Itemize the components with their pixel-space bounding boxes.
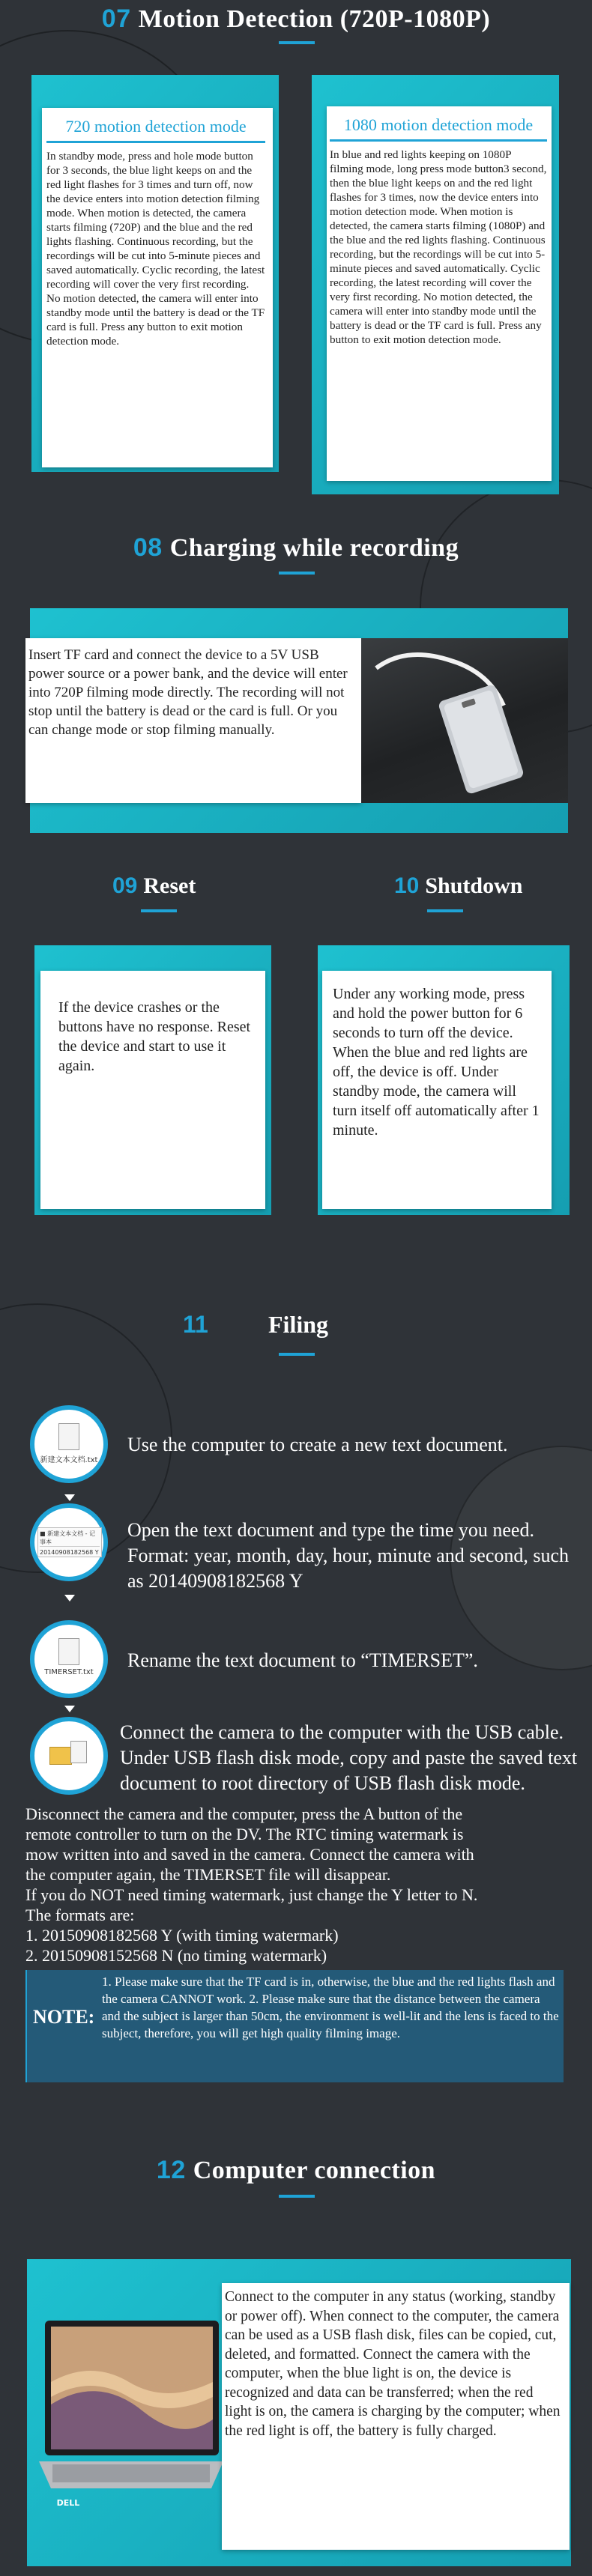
laptop-photo [39,2315,223,2539]
card-720-heading: 720 motion detection mode [46,117,265,143]
step-icon-edit-document [30,1503,108,1581]
title-underline [279,2195,315,2198]
step-1-text: Use the computer to create a new text document. [127,1434,508,1455]
section-number: 12 [156,2156,186,2184]
title-underline [141,909,177,912]
shutdown-text: Under any working mode, press and hold the power button for 6 seconds to turn off the device. When the blue and red lights are off, the device is off. Under standby mode, the camera will turn itself off automatically after 1 minute. [333,986,540,1139]
folder-icon [49,1747,72,1765]
section-title-computer-connection: 12 Computer connection [156,2156,436,2184]
card-charging [25,638,361,803]
section-number: 08 [133,533,163,562]
step-icon-new-document: 新建文本文档.txt [30,1405,108,1483]
watermark-line: The formats are: [25,1906,135,1924]
section-title-charging: 08 Charging while recording [133,533,459,562]
arrow-down-icon [64,1595,75,1601]
card-shutdown [322,971,552,1209]
arrow-down-icon [64,1494,75,1501]
watermark-line: mow written into and saved in the camera. Connect the camera with [25,1845,474,1864]
section-number: 07 [101,4,131,33]
section-title-shutdown: 10 Shutdown [394,873,523,898]
power-bank-photo [361,638,568,803]
watermark-line: 2. 20150908152568 N (no timing watermark) [25,1946,327,1965]
step-2-text: Open the text document and type the time you need. Format: year, month, day, hour, minute and second, such as 20140908182568 Y [127,1519,570,1592]
card-computer-connection [222,2283,570,2550]
charging-text: Insert TF card and connect the device to a 5V USB power source or a power bank, and the device will enter into 720P filming mode directly. The recording will not stop until the battery is dead or the card is full. Or you can change mode or stop filming manually. [28,647,348,738]
watermark-instructions [25,1804,580,1966]
title-underline [279,41,315,44]
arrow-down-icon [64,1706,75,1712]
card-reset [40,971,265,1209]
title-underline [279,1353,315,1356]
card-1080-heading: 1080 motion detection mode [330,115,547,142]
watermark-line: the computer again, the TIMERSET file will disappear. [25,1865,391,1884]
note-text: 1. Please make sure that the TF card is in, otherwise, the blue and the red lights flash and the camera CANNOT work. 2. Please make sure that the distance between the camera and the subject is larger than 50cm, the environment is well-lit and the lens is faced to the subject, therefore, you will get high quality filming image. [102,1975,559,2040]
step-icon-rename-document: TIMERSET.txt [30,1620,108,1698]
section-number: 10 [394,873,420,898]
title-underline [279,572,315,575]
section-title-reset: 09 Reset [112,873,196,898]
watermark-line: If you do NOT need timing watermark, just change the Y letter to N. [25,1885,478,1904]
text-file-icon [58,1423,79,1450]
step-4-text: Connect the camera to the computer with the USB cable. Under USB flash disk mode, copy and paste the saved text document to root directory of USB flash disk mode. [120,1721,578,1794]
text-file-icon [70,1741,87,1763]
card-1080-text: In blue and red lights keeping on 1080P filming mode, long press mode button3 second, then the blue light keeps on and the red light flashes for 3 times, now the device enters into motion detection mode. When motion is detected, the camera starts filming (1080P) and the blue and the red lights flashing. Continuous recording, but the recordings will be cut into 5-minute pieces and saved automatically. Cyclic recording, the latest recording will cover the very first recording. No motion detected, the camera will enter into standby mode until the battery is dead or the TF card is full. Press any button to exit motion detection mode. [330,148,547,346]
notepad-window-icon: ■ 新建文本文档 - 记事本 20140908182568 Y [37,1527,102,1557]
title-underline [427,909,463,912]
computer-connection-text: Connect to the computer in any status (working, standby or power off). When connect to the computer, the camera can be used as a USB flash disk, files can be copied, cut, deleted, and formatted. Connect the camera with the computer, when the blue light is on, the device is recognized and data can be transferred; when the red light is on, the camera is charging by the computer; when the red light is off, the battery is fully charged. [225,2289,561,2439]
card-720-motion [42,108,273,467]
section-title-motion-detection: 07 Motion Detection (720P-1080P) [101,4,491,33]
card-720-text: In standby mode, press and hole mode button for 3 seconds, the blue light keeps on and the red light flashes for 3 times and turn off, now the device enters into motion detection filming mode. When motion is detected, the camera starts filming (720P) and the blue and the red lights flashing. Continuous recording, but the recordings will be cut into 5-minute pieces and saved automatically. Cyclic recording, the latest recording will cover the very first recording. No motion detected, the camera will enter into standby mode until the battery is dead or the TF card is full. Press any button to exit motion detection mode. [46,150,265,348]
reset-text: If the device crashes or the buttons have no response. Reset the device and start to use it again. [58,999,251,1074]
section-number: 11 [183,1311,208,1338]
note-box [25,1970,564,2082]
card-1080-motion [327,106,552,481]
laptop-brand-logo: DELL [56,2498,80,2508]
watermark-line: Disconnect the camera and the computer, press the A button of the [25,1804,463,1823]
step-3-text: Rename the text document to “TIMERSET”. [127,1649,478,1671]
note-label: NOTE: [33,2006,95,2028]
watermark-line: remote controller to turn on the DV. The RTC timing watermark is [25,1825,464,1843]
text-file-icon [58,1638,79,1665]
step-icon-copy-to-usb [30,1717,108,1795]
watermark-line: 1. 20150908182568 Y (with timing watermark) [25,1926,339,1945]
section-number: 09 [112,873,138,898]
